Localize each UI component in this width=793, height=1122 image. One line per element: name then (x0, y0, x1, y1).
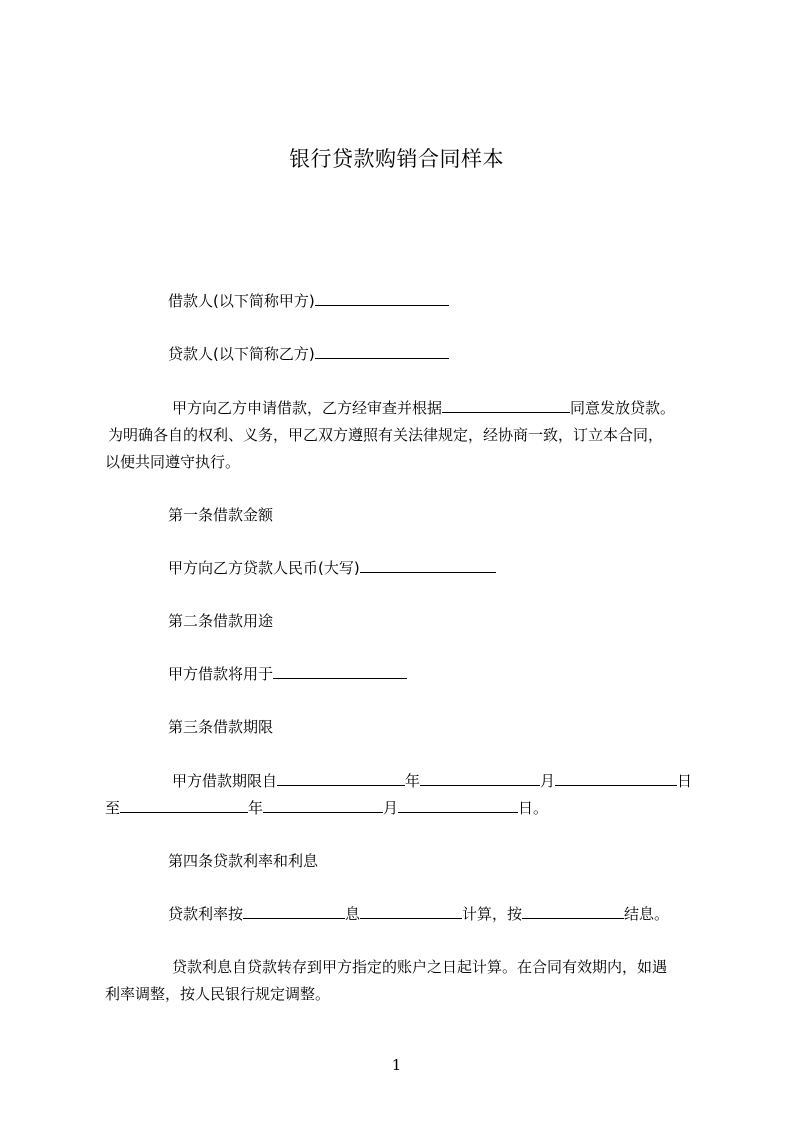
intro-text-part1: 甲方向乙方申请借款，乙方经审查并根据 (172, 399, 443, 417)
term-to-label: 至 (105, 799, 121, 817)
from-month-blank (420, 771, 540, 786)
to-year-label: 年 (248, 799, 264, 817)
article-1-text (168, 558, 496, 578)
article-3-heading: 第三条借款期限 (168, 718, 274, 736)
interest-blank (360, 904, 462, 919)
term-from-label: 甲方借款期限自 (172, 772, 278, 790)
article-2-text (168, 664, 407, 684)
rate-blank (243, 904, 345, 919)
article-1-heading: 第一条借款金额 (168, 506, 274, 524)
article-4-rate-line (168, 904, 669, 924)
borrower-blank (315, 291, 449, 306)
article-1-label: 甲方向乙方贷款人民币(大写) (168, 559, 360, 577)
article-4-heading: 第四条贷款利率和利息 (168, 852, 319, 870)
borrower-label: 借款人(以下简称甲方) (168, 292, 315, 310)
amount-blank (360, 558, 496, 573)
article-4-para-line-1: 贷款利息自贷款转存到甲方指定的账户之日起计算。在合同有效期内，如遇 (172, 958, 668, 976)
purpose-blank (273, 664, 407, 679)
settlement-label: 结息。 (624, 905, 670, 923)
intro-text-part2: 同意发放贷款。 (570, 399, 676, 417)
borrower-line (168, 291, 449, 311)
rate-label: 贷款利率按 (168, 905, 244, 923)
calc-label: 计算，按 (462, 905, 523, 923)
intro-blank (442, 398, 570, 413)
article-3-from-line (172, 771, 692, 791)
article-2-label: 甲方借款将用于 (168, 665, 274, 683)
to-day-label: 日。 (518, 799, 549, 817)
settlement-blank (522, 904, 624, 919)
page-title: 银行贷款购销合同样本 (289, 147, 504, 171)
lender-label: 贷款人(以下简称乙方) (168, 345, 315, 363)
to-month-blank (263, 798, 383, 813)
lender-line (168, 344, 449, 364)
interest-label: 息 (345, 905, 361, 923)
article-4-para-line-2: 利率调整，按人民银行规定调整。 (105, 985, 331, 1003)
to-day-blank (398, 798, 518, 813)
intro-line-3: 以便共同遵守执行。 (105, 453, 241, 471)
intro-line-1 (172, 398, 675, 418)
article-2-heading: 第二条借款用途 (168, 612, 274, 630)
from-year-blank (277, 771, 405, 786)
from-day-blank (555, 771, 677, 786)
from-month-label: 月 (540, 772, 556, 790)
from-year-label: 年 (405, 772, 421, 790)
intro-line-2: 为明确各自的权利、义务，甲乙双方遵照有关法律规定，经协商一致，订立本合同， (108, 426, 664, 444)
lender-blank (315, 344, 449, 359)
article-3-to-line (105, 798, 548, 818)
from-day-label: 日 (677, 772, 693, 790)
page-number: 1 (391, 1056, 402, 1074)
to-year-blank (120, 798, 248, 813)
to-month-label: 月 (383, 799, 399, 817)
